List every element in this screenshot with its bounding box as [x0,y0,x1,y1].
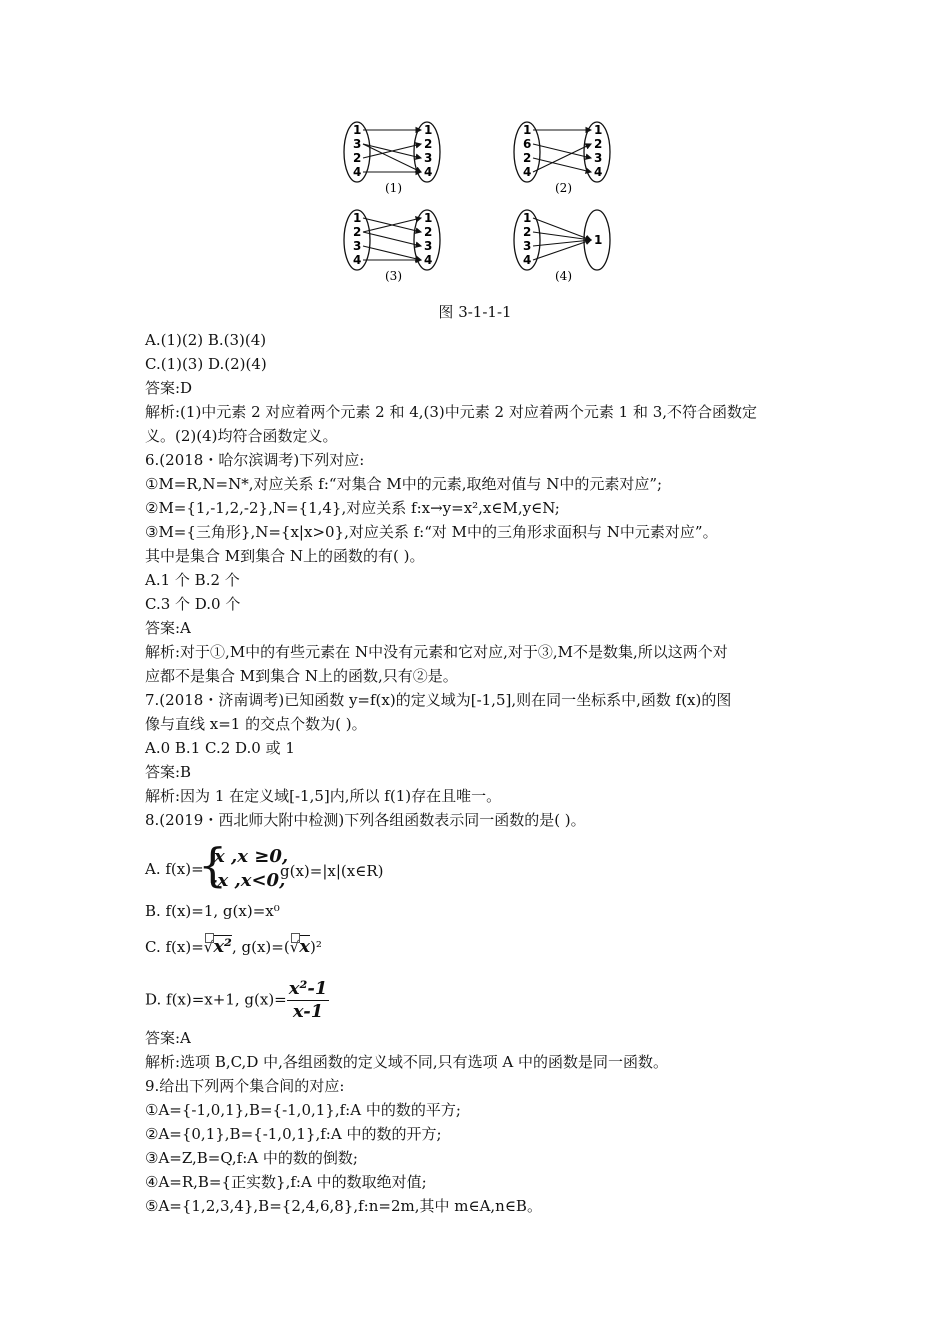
mapping-panel [514,122,610,195]
left-element: 4 [523,253,532,267]
question-line: ⑤A={1,2,3,4},B={2,4,6,8},f:n=2m,其中 m∈A,n∈B。 [145,1197,542,1215]
option-a-left: A. f(x)= [145,860,204,878]
question-7-title: 7.(2018・济南调考)已知函数 y=f(x)的定义域为[-1,5],则在同一坐标系中,函数 f(x)的图 [145,691,732,709]
option-a-case-1: x ,x ≥0, [214,846,289,867]
mapping-arrow [533,218,591,240]
option-line: A.0 B.1 C.2 D.0 或 1 [145,739,295,757]
right-element: 3 [594,151,603,165]
right-element: 4 [594,165,603,179]
question-line: ③M={三角形},N={x|x>0},对应关系 f:“对 M中的三角形求面积与 N中元素对应”。 [145,523,718,541]
mapping-diagrams-svg [330,110,630,300]
mapping-arrow [533,144,591,158]
question-8-title: 8.(2019・西北师大附中检测)下列各组函数表示同一函数的是( )。 [145,811,586,829]
right-element: 3 [424,151,433,165]
option-c-end: )² [309,938,322,956]
left-element: 3 [523,239,532,253]
right-element: 2 [424,137,433,151]
answer-line: 答案:A [145,619,191,637]
left-element: 2 [353,151,362,165]
analysis-line: 应都不是集合 M到集合 N上的函数,只有②是。 [145,667,458,685]
question-line: ①M=R,N=N*,对应关系 f:“对集合 M中的元素,取绝对值与 N中的元素对应”; [145,475,663,493]
option-line: A.(1)(2) B.(3)(4) [145,331,267,349]
mapping-arrow [363,144,421,172]
mapping-diagrams [330,110,630,300]
left-element: 1 [353,123,362,137]
answer-line: 答案:B [145,763,192,781]
panel-label: (2) [555,181,572,195]
question-line: ④A=R,B={正实数},f:A 中的数取绝对值; [145,1173,427,1191]
answer-line: 答案:D [145,379,193,397]
answer-line: 答案:A [145,1029,191,1047]
left-element: 1 [523,211,532,225]
mapping-arrow [533,232,591,240]
option-a-case-2: -x ,x<0, [210,870,286,891]
left-element: 4 [353,253,362,267]
mapping-arrow [533,144,591,172]
radicand-2: x [299,936,310,957]
option-line: C.3 个 D.0 个 [145,595,241,613]
question-line: ①A={-1,0,1},B={-1,0,1},f:A 中的数的平方; [145,1101,461,1119]
option-a-right: g(x)=|x|(x∈R) [280,862,384,880]
fraction-numerator: x²-1 [288,978,328,999]
right-element: 1 [594,233,603,247]
left-element: 6 [523,137,532,151]
option-c [145,936,322,957]
right-element: 2 [594,137,603,151]
fraction [287,978,330,1023]
analysis-line: 解析:(1)中元素 2 对应着两个元素 2 和 4,(3)中元素 2 对应着两个元素 1 和 3,不符合函数定 [145,403,758,421]
cube-root-2: √x [290,936,310,957]
question-9-title: 9.给出下列两个集合间的对应: [145,1077,345,1095]
right-element: 1 [424,211,433,225]
analysis-line: 义。(2)(4)均符合函数定义。 [145,427,338,445]
panel-label: (1) [385,181,402,195]
question-line: 像与直线 x=1 的交点个数为( )。 [145,715,367,733]
question-line: 其中是集合 M到集合 N上的函数的有( )。 [145,547,425,565]
left-element: 1 [353,211,362,225]
right-element: 4 [424,253,433,267]
panel-label: (4) [555,269,572,283]
left-element: 2 [523,151,532,165]
option-c-left: C. f(x)= [145,938,204,956]
left-element: 3 [353,137,362,151]
left-element: 2 [523,225,532,239]
left-element: 4 [353,165,362,179]
option-b: B. f(x)=1, g(x)=x⁰ [145,902,280,920]
mapping-panel [344,122,440,195]
left-element: 4 [523,165,532,179]
figure-caption: 图 3-1-1-1 [438,303,512,321]
question-line: ③A=Z,B=Q,f:A 中的数的倒数; [145,1149,358,1167]
mapping-arrow [533,158,591,172]
right-element: 1 [594,123,603,137]
panel-label: (3) [385,269,402,283]
right-element: 4 [424,165,433,179]
analysis-line: 解析:选项 B,C,D 中,各组函数的定义域不同,只有选项 A 中的函数是同一函数。 [145,1053,669,1071]
mapping-arrow [363,246,421,260]
right-element: 3 [424,239,433,253]
mapping-arrow [363,232,421,246]
mapping-panel [344,210,440,283]
left-element: 1 [523,123,532,137]
left-element: 2 [353,225,362,239]
right-element: 1 [424,123,433,137]
analysis-line: 解析:对于①,M中的有些元素在 N中没有元素和它对应,对于③,M不是数集,所以这两个对 [145,643,728,661]
question-line: ②A={0,1},B={-1,0,1},f:A 中的数的开方; [145,1125,442,1143]
option-line: A.1 个 B.2 个 [145,571,240,589]
fraction-denominator: x-1 [292,1001,324,1022]
option-c-mid: , g(x)=( [231,938,290,956]
left-element: 3 [353,239,362,253]
radicand-1: x² [213,936,232,957]
option-d [145,978,329,1023]
analysis-line: 解析:因为 1 在定义域[-1,5]内,所以 f(1)存在且唯一。 [145,787,502,805]
option-d-left: D. f(x)=x+1, g(x)= [145,990,287,1009]
mapping-panel [514,210,610,283]
right-element: 2 [424,225,433,239]
question-6-title: 6.(2018・哈尔滨调考)下列对应: [145,451,365,469]
question-line: ②M={1,-1,2,-2},N={1,4},对应关系 f:x→y=x²,x∈M,y∈N; [145,499,560,517]
cube-root-1: √x² [204,936,232,957]
option-line: C.(1)(3) D.(2)(4) [145,355,267,373]
piecewise-brace: { [198,838,228,892]
